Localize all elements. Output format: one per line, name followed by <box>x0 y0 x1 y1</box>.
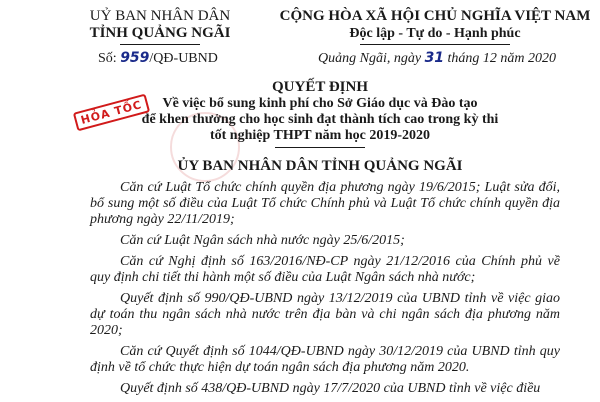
date-month-year: tháng 12 năm 2020 <box>447 51 557 66</box>
issuing-authority-line2: TỈNH QUẢNG NGÃI <box>89 25 231 41</box>
decision-subject-line1: Về việc bổ sung kinh phí cho Sở Giáo dục và Đào tạo <box>162 96 478 111</box>
national-header-block <box>270 8 600 45</box>
issuing-authority-block <box>60 8 260 45</box>
date-place: Quảng Ngãi, ngày <box>318 51 422 66</box>
authority-heading: ỦY BAN NHÂN DÂN TỈNH QUẢNG NGÃI <box>177 158 463 174</box>
urgent-stamp: HỎA TỐC <box>73 94 150 132</box>
number-suffix: /QĐ-UBND <box>149 51 218 66</box>
handwritten-number: 959 <box>120 50 150 66</box>
decision-heading: QUYẾT ĐỊNH <box>272 79 368 95</box>
country-name: CỘNG HÒA XÃ HỘI CHỦ NGHĨA VIỆT NAM <box>279 8 591 24</box>
document-number <box>98 50 218 67</box>
decision-title-block <box>100 78 540 148</box>
national-motto: Độc lập - Tự do - Hạnh phúc <box>349 26 521 41</box>
legal-basis-paragraph: Căn cứ Nghị định số 163/2016/NĐ-CP ngày 21/12/2016 của Chính phủ về quy định chi tiết thi hành một số điều của Luật Ngân sách nhà nước; <box>90 254 560 285</box>
decision-subject-line3: tốt nghiệp THPT năm học 2019-2020 <box>209 128 430 143</box>
handwritten-day: 31 <box>424 50 445 66</box>
legal-basis-paragraph: Căn cứ Luật Ngân sách nhà nước ngày 25/6/2015; <box>120 233 405 248</box>
legal-basis-paragraph: Căn cứ Luật Tổ chức chính quyền địa phương ngày 19/6/2015; Luật sửa đổi, bổ sung một số điều của Luật Tổ chức Chính phủ và Luật Tổ chức chính quyền địa phương ngày 22/11/2019; <box>90 180 560 227</box>
divider <box>360 44 510 45</box>
divider <box>275 147 365 148</box>
issuing-authority-line1: UỶ BAN NHÂN DÂN <box>89 8 231 24</box>
number-prefix: Số: <box>98 51 117 66</box>
legal-basis-paragraph: Căn cứ Quyết định số 1044/QĐ-UBND ngày 30/12/2019 của UBND tỉnh quy định về tổ chức thực hiện dự toán ngân sách địa phương năm 2020. <box>90 344 560 375</box>
legal-basis-paragraph: Quyết định số 990/QĐ-UBND ngày 13/12/2019 của UBND tỉnh về việc giao dự toán thu ngân sách nhà nước trên địa bàn và chi ngân sách địa phương năm 2020; <box>90 291 560 338</box>
document-date <box>318 50 556 67</box>
legal-basis-section <box>90 180 560 402</box>
decision-subject-line2: để khen thưởng cho học sinh đạt thành tích cao trong kỳ thi <box>141 112 499 127</box>
divider <box>120 44 200 45</box>
legal-basis-paragraph: Quyết định số 438/QĐ-UBND ngày 17/7/2020 của UBND tỉnh về việc điều <box>120 381 541 396</box>
